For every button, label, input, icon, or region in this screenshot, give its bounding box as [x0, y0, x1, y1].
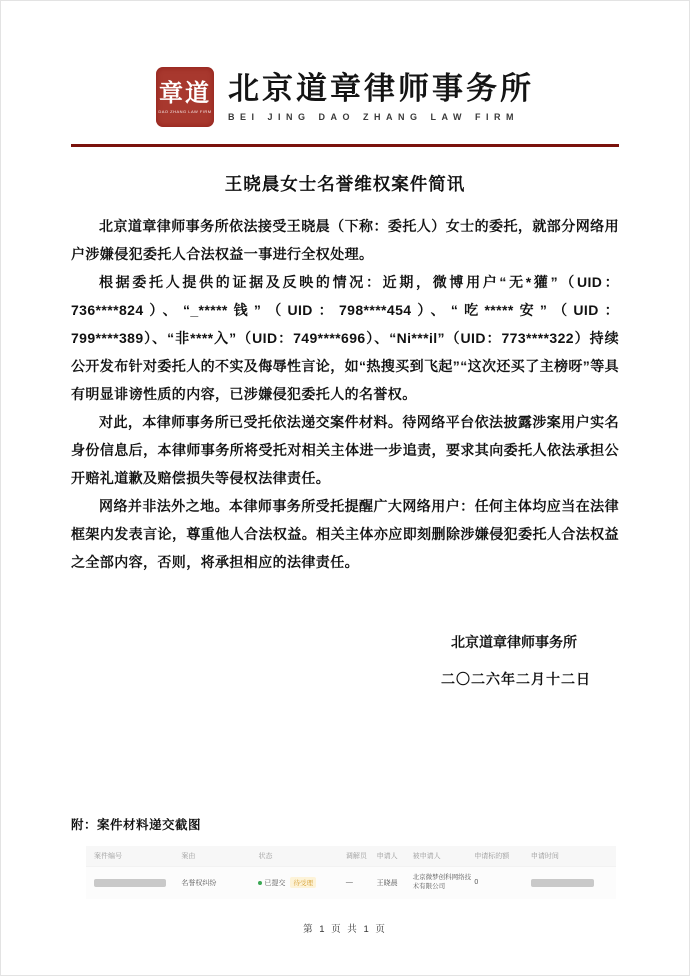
cell-respondent: 北京微梦创科网络技术有限公司 [412, 874, 472, 890]
case-submission-screenshot-table [86, 846, 616, 899]
column-header-case-number: 案件编号 [94, 853, 122, 860]
cell-apply-time-redacted [531, 879, 608, 887]
letterhead [1, 1, 689, 147]
paragraph-3: 对此，本律师事务所已受托依法递交案件材料。待网络平台依法披露涉案用户实名身份信息后，本律师事务所将受托对相关主体进一步追责，要求其向委托人依法承担公开赔礼道歉及赔偿损失等侵权法律责任。 [71, 414, 619, 486]
column-header-cause: 案由 [181, 853, 196, 860]
cell-applicant: 王晓晨 [376, 879, 398, 887]
firm-name-block [228, 72, 534, 121]
redaction-bar [94, 879, 166, 887]
firm-seal-icon [156, 67, 214, 127]
firm-logo [1, 67, 689, 127]
signature-date: 二〇二六年二月十二日 [441, 671, 591, 687]
column-header-apply-time: 申请时间 [530, 853, 559, 860]
status-badge: 待受理 [290, 877, 316, 888]
column-header-respondent: 被申请人 [412, 853, 441, 860]
column-header-mediator: 调解员 [345, 853, 367, 860]
column-header-status: 状态 [258, 853, 273, 860]
cell-status [258, 877, 345, 888]
firm-name-english: BEI JING DAO ZHANG LAW FIRM [228, 111, 519, 122]
document-title: 王晓晨女士名誉维权案件简讯 [224, 174, 466, 194]
cell-cause: 名誉权纠纷 [181, 879, 217, 887]
column-header-claim-amount: 申请标的额 [474, 853, 510, 860]
column-header-applicant: 申请人 [376, 853, 398, 860]
attachment-section [71, 815, 619, 899]
header-divider [71, 144, 619, 147]
cell-case-number-redacted [94, 879, 181, 887]
seal-subtext: DAO ZHANG LAW FIRM [158, 108, 212, 114]
attachment-heading: 附：案件材料递交截图 [71, 818, 202, 832]
firm-name-chinese: 北京道章律师事务所 [228, 71, 534, 108]
cell-claim-amount: 0 [474, 879, 479, 887]
page-number: 第 1 页 共 1 页 [303, 924, 387, 935]
redaction-bar [531, 879, 594, 887]
signature-firm-name: 北京道章律师事务所 [451, 634, 577, 650]
signature-block [1, 632, 689, 689]
table-row [86, 866, 616, 899]
status-text: 已提交 [264, 879, 286, 887]
table-header-row [86, 846, 616, 866]
paragraph-1: 北京道章律师事务所依法接受王晓晨（下称：委托人）女士的委托，就部分网络用户涉嫌侵犯委托人合法权益一事进行全权处理。 [71, 218, 619, 262]
document-body [71, 212, 619, 576]
seal-characters: 章道 [159, 77, 211, 107]
paragraph-4: 网络并非法外之地。本律师事务所受托提醒广大网络用户：任何主体均应当在法律框架内发表言论，尊重他人合法权益。相关主体亦应即刻删除涉嫌侵犯委托人合法权益之全部内容，否则，将承担相应的法律责任。 [71, 498, 619, 570]
status-dot-icon [258, 881, 262, 885]
cell-mediator: — [345, 879, 353, 887]
paragraph-2: 根据委托人提供的证据及反映的情况：近期，微博用户“无*獾”（UID：736****824）、“_*****钱”（UID：798****454）、“吃*****安”（UID：799****389）、“非****入”（UID：749****696）、“Ni***il”（UID：773****322）持续公开发布针对委托人的不实及侮辱性言论，如“热搜买到飞起”“这次还买了主榜呀”等具有明显诽谤性质的内容，已涉嫌侵犯委托人的名誉权。 [71, 274, 619, 402]
